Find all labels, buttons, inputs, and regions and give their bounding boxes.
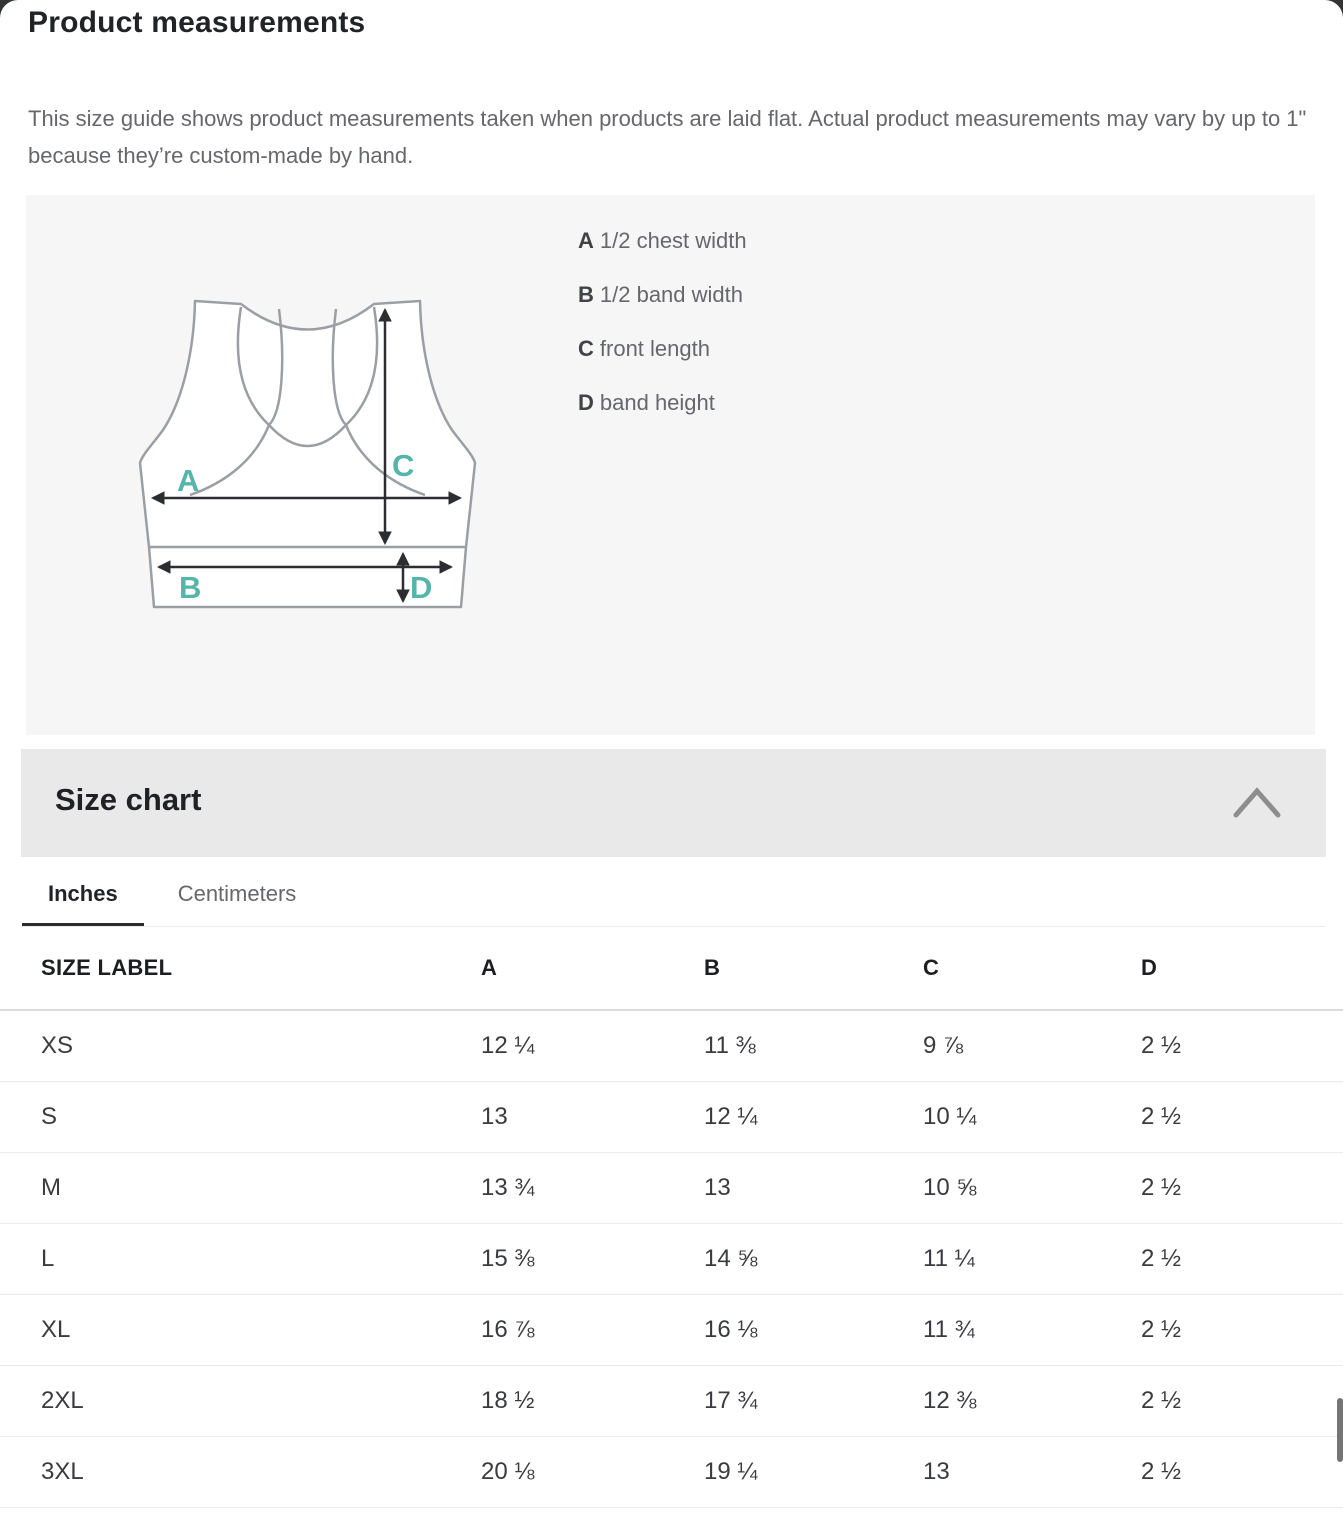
- page-title: Product measurements: [28, 6, 366, 39]
- measurement-cell: 15 ⅜: [481, 1223, 704, 1294]
- size-chart-table: [0, 927, 1343, 1508]
- table-row: [0, 1436, 1343, 1507]
- scrollbar-thumb[interactable]: [1337, 1398, 1343, 1462]
- measurement-cell: 2 ½: [1141, 1010, 1343, 1081]
- measurement-cell: 11 ¼: [923, 1223, 1141, 1294]
- legend-item-b: B 1/2 band width: [578, 282, 743, 307]
- table-row: [0, 1010, 1343, 1081]
- measurement-legend: [578, 230, 747, 446]
- legend-item-a: A 1/2 chest width: [578, 228, 747, 253]
- tab-centimeters[interactable]: Centimeters: [177, 881, 297, 906]
- measurement-cell: 11 ¾: [923, 1294, 1141, 1365]
- measurement-cell: 18 ½: [481, 1365, 704, 1436]
- measurement-cell: 2 ½: [1141, 1436, 1343, 1507]
- measurement-cell: 14 ⅝: [704, 1223, 923, 1294]
- size-label-cell: L: [0, 1223, 481, 1294]
- measurement-cell: 10 ¼: [923, 1081, 1141, 1152]
- measurement-cell: 13: [481, 1081, 704, 1152]
- diagram-label-a: A: [177, 463, 200, 498]
- measurement-cell: 20 ⅛: [481, 1436, 704, 1507]
- measurement-cell: 16 ⅛: [704, 1294, 923, 1365]
- measurement-cell: 2 ½: [1141, 1081, 1343, 1152]
- table-row: [0, 1152, 1343, 1223]
- measurement-cell: 16 ⅞: [481, 1294, 704, 1365]
- page-description: This size guide shows product measurements taken when products are laid flat. Actual product measurements may vary by up to 1" because they’re custom-made by hand.: [28, 106, 1307, 168]
- measurement-cell: 2 ½: [1141, 1365, 1343, 1436]
- size-label-cell: M: [0, 1152, 481, 1223]
- chevron-up-icon: [1233, 787, 1281, 819]
- column-header: SIZE LABEL: [0, 927, 481, 1010]
- legend-item-c: C front length: [578, 336, 710, 361]
- measurement-cell: 13: [923, 1436, 1141, 1507]
- measurement-cell: 17 ¾: [704, 1365, 923, 1436]
- diagram-label-d: D: [410, 570, 433, 605]
- measurement-cell: 13: [704, 1152, 923, 1223]
- size-chart-title: Size chart: [55, 782, 202, 817]
- size-chart-section-header[interactable]: [21, 749, 1326, 857]
- measurement-cell: 12 ¼: [704, 1081, 923, 1152]
- measurement-cell: 2 ½: [1141, 1152, 1343, 1223]
- table-row: [0, 1223, 1343, 1294]
- unit-tabs: [22, 865, 322, 927]
- measurement-cell: 12 ¼: [481, 1010, 704, 1081]
- measurement-diagram-panel: [26, 195, 1315, 735]
- table-header-row: [0, 927, 1343, 1010]
- bra-measurement-diagram: [135, 295, 480, 620]
- measurement-cell: 10 ⅝: [923, 1152, 1141, 1223]
- table-row: [0, 1081, 1343, 1152]
- diagram-label-c: C: [392, 448, 415, 483]
- measurement-cell: 13 ¾: [481, 1152, 704, 1223]
- measurement-cell: 9 ⅞: [923, 1010, 1141, 1081]
- size-chart-table-container: [0, 927, 1343, 1508]
- measurement-cell: 2 ½: [1141, 1223, 1343, 1294]
- column-header: C: [923, 927, 1141, 1010]
- column-header: B: [704, 927, 923, 1010]
- measurement-cell: 11 ⅜: [704, 1010, 923, 1081]
- table-row: [0, 1365, 1343, 1436]
- size-label-cell: XL: [0, 1294, 481, 1365]
- column-header: A: [481, 927, 704, 1010]
- bra-outline: [140, 301, 475, 607]
- table-row: [0, 1294, 1343, 1365]
- measurement-cell: 12 ⅜: [923, 1365, 1141, 1436]
- size-label-cell: 2XL: [0, 1365, 481, 1436]
- tab-inches[interactable]: Inches: [22, 865, 144, 927]
- diagram-label-b: B: [179, 570, 202, 605]
- size-label-cell: 3XL: [0, 1436, 481, 1507]
- measurement-cell: 2 ½: [1141, 1294, 1343, 1365]
- measurement-cell: 19 ¼: [704, 1436, 923, 1507]
- column-header: D: [1141, 927, 1343, 1010]
- size-label-cell: S: [0, 1081, 481, 1152]
- size-label-cell: XS: [0, 1010, 481, 1081]
- legend-item-d: D band height: [578, 390, 715, 415]
